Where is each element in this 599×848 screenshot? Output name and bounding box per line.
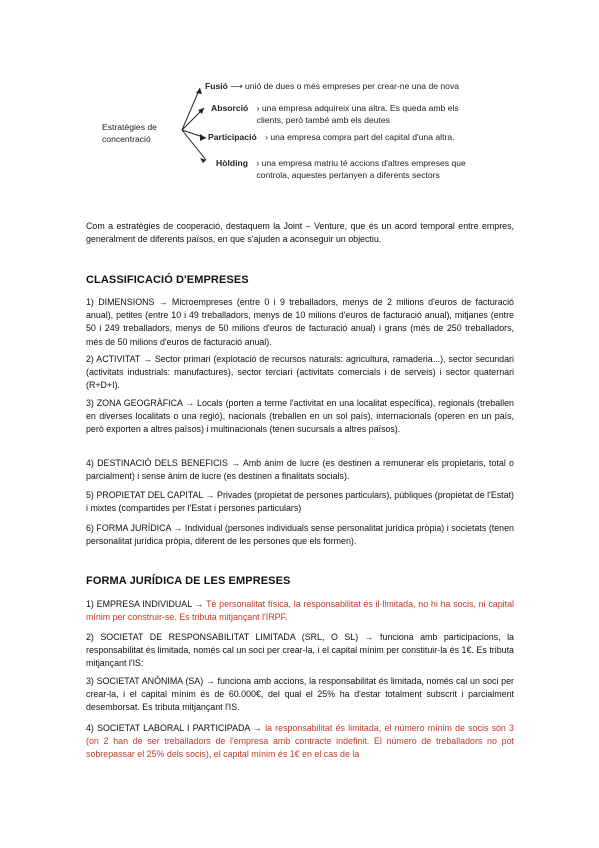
diagram-desc: ⟶ unió de dues o més empreses per crear-ne una de nova [230,81,460,91]
legal-form-item [86,722,514,762]
diagram-term: Absorció [211,103,249,113]
classification-item: 3) ZONA GEOGRÀFICA → Locals (porten a terme l'activitat en una localitat específica), regionals (treballen en diverses localitats o una regió), nacionals (treballen en un sol país), internacionals (operen en un país, però exporten a altres països) i multinacionals (tenen sucursals a altres països). [86,398,514,435]
classification-item: 2) ACTIVITAT → Sector primari (explotació de recursos naturals: agricultura, ramaderia...), sector secundari (activitats industrials: manufactures), sector terciari (activitats comercials i de serveis) i sector quaternari (R+D+I). [86,354,514,391]
arrow-fusio [182,88,200,130]
legal-form-text: funciona amb participacions, la responsabilitat és limitada, només cal un soci per crear-la, i el capital mínim per constituir-la és 1€. Es tributa mitjançant l'IS: [86,632,514,669]
classification-item: 1) DIMENSIONS → Microempreses (entre 0 i 9 treballadors, menys de 2 milions d'euros de facturació anual), petites (entre 10 i 49 treballadors, menys de 10 milions d'euros de facturació anual), mitjanes (entre 50 i 249 treballadors, menys de 50 milions d'euros de facturació anual) i grans (més de 250 treballadors, més de 50 milions d'euros de facturació anual). [86,297,514,347]
diagram-root: Estratègies de concentració [102,122,157,144]
diagram-item-fusio [205,80,505,92]
legal-form-item [86,598,514,624]
legal-form-lead: 3) SOCIETAT ANÒNIMA (SA) → [86,676,218,686]
legal-form-item [86,675,514,715]
diagram-desc: › una empresa matriu té accions d'altres empreses que controla, aquestes pertanyen a diferents sectors [256,158,466,180]
section-heading-forma-juridica: FORMA JURÍDICA DE LES EMPRESES [86,575,291,587]
legal-form-item [86,631,514,671]
intro-paragraph: Com a estratègies de cooperació, destaquem la Joint – Venture, que és un acord temporal entre empres, generalment de diferents països, en que s'ajuden a aconseguir un objectiu. [86,221,514,245]
diagram-term: Participació [208,132,257,142]
diagram-item-absorcio [211,102,501,126]
legal-form-text: funciona amb accions, la responsabilitat és limitada, només cal un soci per crear-la, i el capital mínim és de 60.000€, del qual el 25% ha d'estar totalment subscrit i parcialment desemborsat. Es tributa mitjançant l'IS. [86,676,514,713]
legal-form-lead: 4) SOCIETAT LABORAL I PARTICIPADA → [86,723,266,733]
legal-form-lead: 2) SOCIETAT DE RESPONSABILITAT LIMITADA (SRL, O SL) → [86,632,381,642]
diagram-desc: › una empresa compra part del capital d'una altra. [265,132,455,142]
legal-form-lead: 1) EMPRESA INDIVIDUAL → [86,599,207,609]
classification-item: 6) FORMA JURÍDICA → Individual (persones individuals sense personalitat jurídica pròpia) i societats (tenen personalitat jurídica pròpia, diferent de les persones que els formen). [86,523,514,547]
legal-form-text: la responsabilitat és limitada, el número mínim de socis són 3 (on 2 han de ser treballadors de l'empresa amb contracte indefinit. El número de treballadors no pot sobrepassar el 25% dels socis), el capital mínim és 1€ en el cas de la [86,723,514,760]
legal-form-text: Té personalitat física, la responsabilitat és il·limitada, no hi ha socis, ni capital mínim per construir-se. Es tributa mitjançant l'IRPF. [86,599,514,623]
diagram-term: Hòlding [216,158,248,168]
diagram-desc: › una empresa adquireix una altra. Es queda amb els clients, però també amb els deutes [256,103,459,125]
classification-item: 5) PROPIETAT DEL CAPITAL → Privades (propietat de persones particulars), públiques (propietat de l'Estat) i mixtes (compartides per l'Estat i persones particulars) [86,490,514,514]
diagram-item-holding [216,157,516,181]
classification-item: 4) DESTINACIÓ DELS BENEFICIS → Amb ànim de lucre (es destinen a remunerar els propietaris, total o parcialment) i sense ànim de lucre (es destinen a finalitats socials). [86,458,514,482]
section-heading-classificacio: CLASSIFICACIÓ D'EMPRESES [86,274,249,286]
diagram-term: Fusió [205,81,228,91]
diagram-item-participacio [208,131,508,143]
